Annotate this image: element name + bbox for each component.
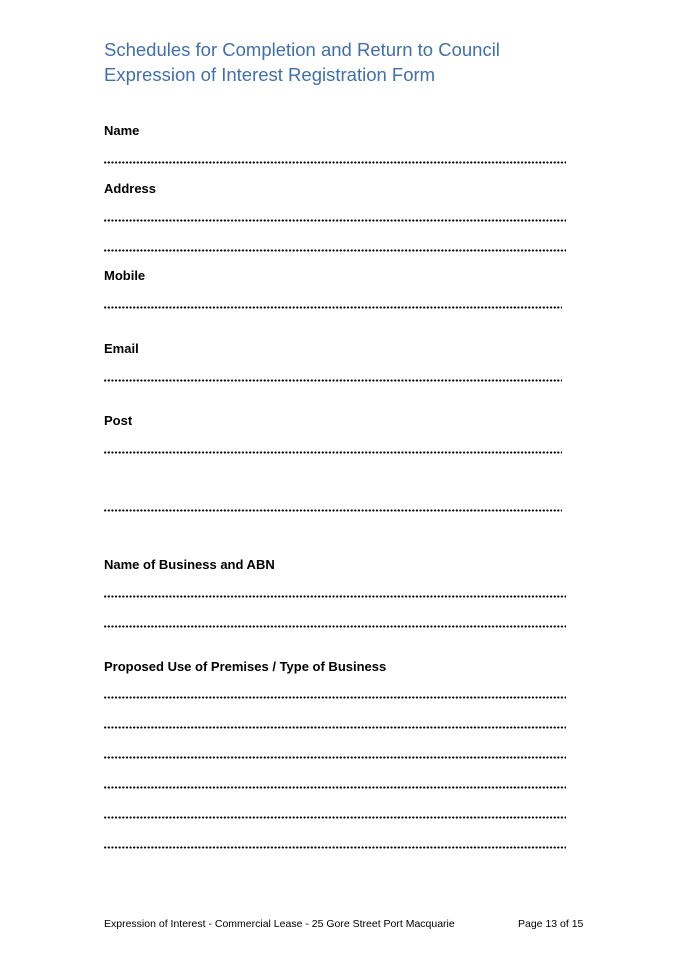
business-label: Name of Business and ABN: [104, 557, 275, 572]
proposed-use-label: Proposed Use of Premises / Type of Business: [104, 659, 387, 674]
footer-page-number: Page 13 of 15: [518, 918, 584, 930]
name-label: Name: [104, 123, 140, 138]
address-entry-line-2[interactable]: [104, 249, 566, 252]
proposed-use-entry-line-6[interactable]: [104, 846, 566, 849]
email-label: Email: [104, 341, 139, 356]
name-entry-line[interactable]: [104, 161, 566, 164]
footer-document-title: Expression of Interest - Commercial Lease - 25 Gore Street Port Macquarie: [104, 918, 455, 930]
proposed-use-entry-line-4[interactable]: [104, 786, 566, 789]
business-entry-line-2[interactable]: [104, 625, 566, 628]
proposed-use-entry-line-1[interactable]: [104, 696, 566, 699]
email-entry-line[interactable]: [104, 379, 562, 382]
proposed-use-entry-line-2[interactable]: [104, 726, 566, 729]
address-label: Address: [104, 181, 157, 196]
page-title-line-1: Schedules for Completion and Return to Council: [104, 39, 500, 60]
mobile-entry-line[interactable]: [104, 306, 562, 309]
page-title-line-2: Expression of Interest Registration Form: [104, 64, 436, 85]
address-entry-line-1[interactable]: [104, 219, 566, 222]
post-entry-line-1[interactable]: [104, 451, 562, 454]
proposed-use-entry-line-3[interactable]: [104, 756, 566, 759]
proposed-use-entry-line-5[interactable]: [104, 816, 566, 819]
mobile-label: Mobile: [104, 268, 146, 283]
business-entry-line-1[interactable]: [104, 595, 566, 598]
post-label: Post: [104, 413, 133, 428]
post-entry-line-2[interactable]: [104, 509, 562, 512]
